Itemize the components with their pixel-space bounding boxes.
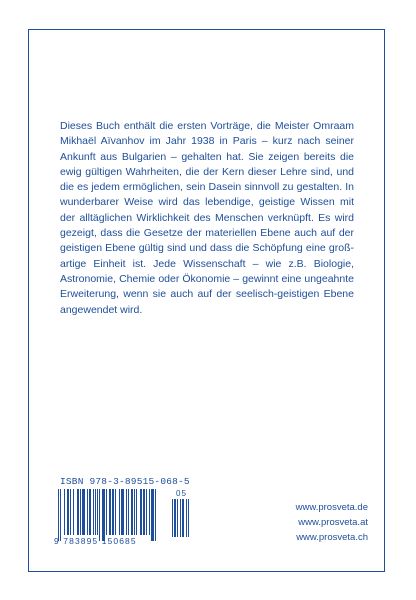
barcode-bar xyxy=(70,489,71,535)
barcode-bar xyxy=(177,499,178,537)
barcode-bar xyxy=(95,489,96,535)
barcode-bar xyxy=(186,499,187,537)
barcode-bar xyxy=(149,489,150,535)
barcode-bar xyxy=(155,489,156,541)
barcode-bar xyxy=(188,499,189,537)
website-de[interactable]: www.prosveta.de xyxy=(295,502,368,513)
barcode-bar xyxy=(73,489,74,535)
barcode-bar xyxy=(109,489,111,535)
barcode-bar xyxy=(126,489,127,535)
ean-digits: 9 783895 150685 xyxy=(54,536,137,546)
barcode-bar xyxy=(99,489,100,541)
website-at[interactable]: www.prosveta.at xyxy=(298,517,368,528)
barcode-bar xyxy=(174,499,176,537)
barcode-bar xyxy=(67,489,69,535)
barcode-bar xyxy=(146,489,147,535)
barcode-bar xyxy=(136,489,137,535)
isbn-label: ISBN 978-3-89515-068-5 xyxy=(60,476,190,487)
barcode-bar xyxy=(60,489,61,541)
price-addon-digits: 05 xyxy=(176,489,187,498)
barcode-bar xyxy=(140,489,142,535)
publisher-websites xyxy=(296,500,368,545)
barcode-bar xyxy=(134,489,135,535)
barcode-bar xyxy=(121,489,124,535)
barcode-bar xyxy=(182,499,184,537)
barcode-bar xyxy=(89,489,91,535)
barcode-bar xyxy=(80,489,81,535)
barcode-bar xyxy=(131,489,133,535)
barcode-bar xyxy=(87,489,88,535)
barcode-bar xyxy=(180,499,181,537)
addon-barcode xyxy=(172,499,190,539)
barcode-bar xyxy=(82,489,85,535)
barcode-bar xyxy=(77,489,79,535)
barcode-bar xyxy=(58,489,59,541)
barcode-bar xyxy=(151,489,154,541)
website-ch[interactable]: www.prosveta.ch xyxy=(296,532,368,543)
barcode-bar xyxy=(112,489,114,535)
barcode-bar xyxy=(97,489,98,535)
book-description: Dieses Buch enthält die ersten Vorträge, die Meister Omraam Mikhaël Aïvanhov im Jahr 1938 in Paris – kurz nach seiner Ankunft aus Bulgarien – gehalten hat. Sie zeigen bereits die ewig gültigen Wahrheiten, die der Kern dieser Lehre sind, und die es jedem ermöglichen, sein Dasein sinnvoll zu gestalten. In wunderbarer Weise wird das lebendige, geistige Wissen mit der alltäglichen Wirklichkeit des Menschen verknüpft. Es wird gezeigt, dass die Gesetze der materiellen Ebene auch auf der geistigen Ebene gültig sind und dass die Schöpfung eine großartige Einheit ist. Jede Wissenschaft – wie z.B. Biologie, Astronomie, Chemie oder Ökonomie – gewinnt eine ungeahnte Erweiterung, wenn sie auch auf der seelisch-geistigen Ebene angewendet wird. xyxy=(60,120,354,316)
barcode-bar xyxy=(64,489,65,535)
barcode-bar xyxy=(106,489,107,535)
barcode-bar xyxy=(119,489,120,535)
barcode-bar xyxy=(93,489,94,535)
barcode-bar xyxy=(115,489,116,535)
barcode-bar xyxy=(102,489,105,541)
barcode-bar xyxy=(143,489,145,535)
barcode-bar xyxy=(128,489,129,535)
barcode-bar xyxy=(172,499,173,537)
